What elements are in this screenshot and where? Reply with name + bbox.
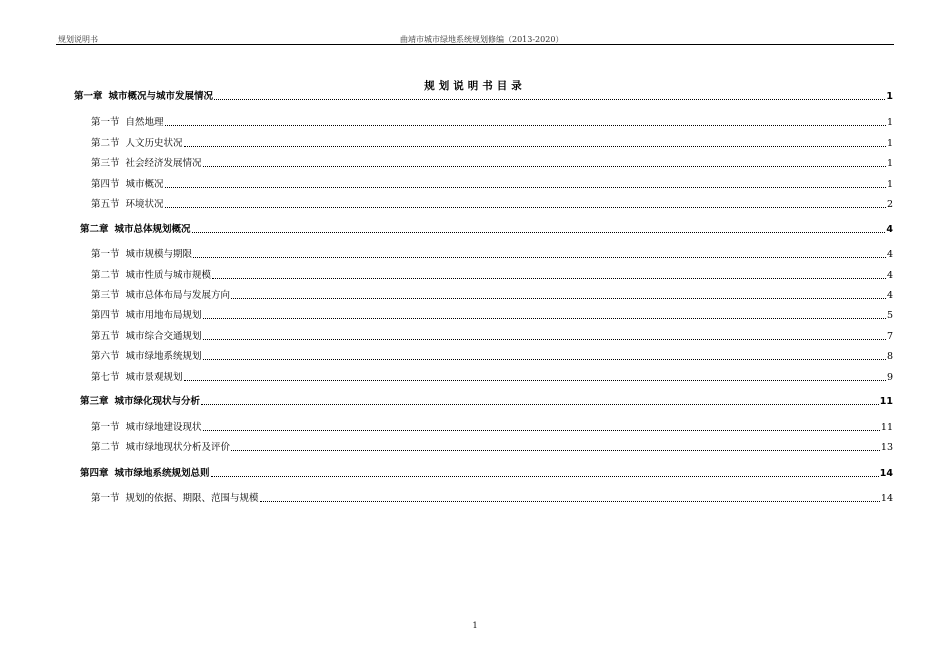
toc-page-number: 13 xyxy=(880,442,893,453)
dot-leader xyxy=(165,124,886,126)
toc-entry-title: 城市概况与城市发展情况 xyxy=(108,91,214,102)
toc-section-entry[interactable] xyxy=(91,491,893,505)
page-number: 1 xyxy=(472,621,478,630)
toc-entry-title: 城市绿化现状与分析 xyxy=(114,396,201,407)
toc-entry-title: 城市概况 xyxy=(125,179,164,190)
toc-page-number: 14 xyxy=(880,493,893,504)
toc-page-number: 4 xyxy=(886,290,893,301)
toc-page-number: 11 xyxy=(879,396,893,407)
toc-entry-number: 第二章 xyxy=(80,224,109,235)
dot-leader xyxy=(203,358,886,360)
toc-page-number: 4 xyxy=(886,270,893,281)
toc-section-entry[interactable] xyxy=(91,288,893,302)
toc-entry-title: 城市总体布局与发展方向 xyxy=(125,290,231,301)
toc-section-entry[interactable] xyxy=(91,329,893,343)
dot-leader xyxy=(193,256,886,258)
toc-entry-number: 第一节 xyxy=(91,249,120,260)
toc-entry-number: 第三章 xyxy=(80,396,109,407)
toc-section-entry[interactable] xyxy=(91,197,893,211)
dot-leader xyxy=(192,231,886,233)
dot-leader xyxy=(212,277,886,279)
dot-leader xyxy=(211,475,879,477)
dot-leader xyxy=(203,429,880,431)
toc-entry-number: 第四节 xyxy=(91,310,120,321)
toc-entry-number: 第三节 xyxy=(91,290,120,301)
toc-entry-title: 城市规模与期限 xyxy=(125,249,193,260)
toc-entry-title: 自然地理 xyxy=(125,117,164,128)
toc-section-entry[interactable] xyxy=(91,370,893,384)
toc-entry-number: 第一章 xyxy=(74,91,103,102)
dot-leader xyxy=(184,379,886,381)
toc-page-number: 4 xyxy=(886,249,893,260)
toc-page-number: 4 xyxy=(886,224,893,235)
toc-entry-title: 城市总体规划概况 xyxy=(114,224,191,235)
toc-page-number: 2 xyxy=(886,199,893,210)
toc-entry-number: 第五节 xyxy=(91,199,120,210)
dot-leader xyxy=(231,297,886,299)
toc-entry-number: 第一节 xyxy=(91,117,120,128)
toc-entry-number: 第七节 xyxy=(91,372,120,383)
toc-page-number: 1 xyxy=(886,91,893,102)
toc-section-entry[interactable] xyxy=(91,420,893,434)
toc-page-number: 9 xyxy=(886,372,893,383)
toc-page-number: 1 xyxy=(886,117,893,128)
toc-chapter-entry[interactable] xyxy=(80,466,893,480)
toc-section-entry[interactable] xyxy=(91,177,893,191)
toc-entry-title: 城市绿地现状分析及评价 xyxy=(125,442,231,453)
dot-leader xyxy=(214,98,885,100)
toc-chapter-entry[interactable] xyxy=(80,394,893,408)
dot-leader xyxy=(231,449,880,451)
toc-page-number: 8 xyxy=(886,351,893,362)
dot-leader xyxy=(203,317,886,319)
toc-section-entry[interactable] xyxy=(91,440,893,454)
toc-entry-number: 第二节 xyxy=(91,270,120,281)
dot-leader xyxy=(203,338,886,340)
dot-leader xyxy=(203,165,886,167)
toc-section-entry[interactable] xyxy=(91,308,893,322)
toc-entry-title: 城市综合交通规划 xyxy=(125,331,202,342)
toc-entry-title: 城市性质与城市规模 xyxy=(125,270,212,281)
toc-entry-title: 人文历史状况 xyxy=(125,138,183,149)
toc-entry-title: 规划的依据、期限、范围与规模 xyxy=(125,493,259,504)
dot-leader xyxy=(201,403,879,405)
toc-section-entry[interactable] xyxy=(91,136,893,150)
running-header-title: 曲靖市城市绿地系统规划修编（2013-2020） xyxy=(400,35,564,44)
dot-leader xyxy=(165,206,886,208)
toc-entry-number: 第六节 xyxy=(91,351,120,362)
toc-section-entry[interactable] xyxy=(91,247,893,261)
toc-page-number: 7 xyxy=(886,331,893,342)
toc-chapter-entry[interactable] xyxy=(80,222,893,236)
toc-entry-number: 第五节 xyxy=(91,331,120,342)
toc-entry-number: 第四章 xyxy=(80,468,109,479)
toc-page-number: 1 xyxy=(886,138,893,149)
toc-page-number: 1 xyxy=(886,179,893,190)
toc-entry-number: 第四节 xyxy=(91,179,120,190)
toc-entry-title: 环境状况 xyxy=(125,199,164,210)
dot-leader xyxy=(260,500,880,502)
toc-entry-title: 城市景观规划 xyxy=(125,372,183,383)
toc-section-entry[interactable] xyxy=(91,349,893,363)
toc-heading: 规划说明书目录 xyxy=(424,80,526,92)
toc-section-entry[interactable] xyxy=(91,115,893,129)
toc-entry-number: 第三节 xyxy=(91,158,120,169)
toc-page-number: 1 xyxy=(886,158,893,169)
toc-entry-title: 城市绿地系统规划总则 xyxy=(114,468,210,479)
dot-leader xyxy=(165,186,886,188)
toc-entry-number: 第一节 xyxy=(91,493,120,504)
toc-entry-number: 第二节 xyxy=(91,442,120,453)
toc-entry-title: 城市绿地建设现状 xyxy=(125,422,202,433)
toc-section-entry[interactable] xyxy=(91,156,893,170)
toc-chapter-entry[interactable] xyxy=(74,89,893,103)
toc-entry-number: 第二节 xyxy=(91,138,120,149)
toc-page-number: 14 xyxy=(879,468,893,479)
toc-page-number: 11 xyxy=(880,422,893,433)
dot-leader xyxy=(184,145,886,147)
toc-page-number: 5 xyxy=(886,310,893,321)
toc-entry-title: 城市用地布局规划 xyxy=(125,310,202,321)
toc-entry-title: 社会经济发展情况 xyxy=(125,158,202,169)
running-header-left: 规划说明书 xyxy=(58,35,98,44)
toc-section-entry[interactable] xyxy=(91,268,893,282)
toc-entry-title: 城市绿地系统规划 xyxy=(125,351,202,362)
toc-entry-number: 第一节 xyxy=(91,422,120,433)
